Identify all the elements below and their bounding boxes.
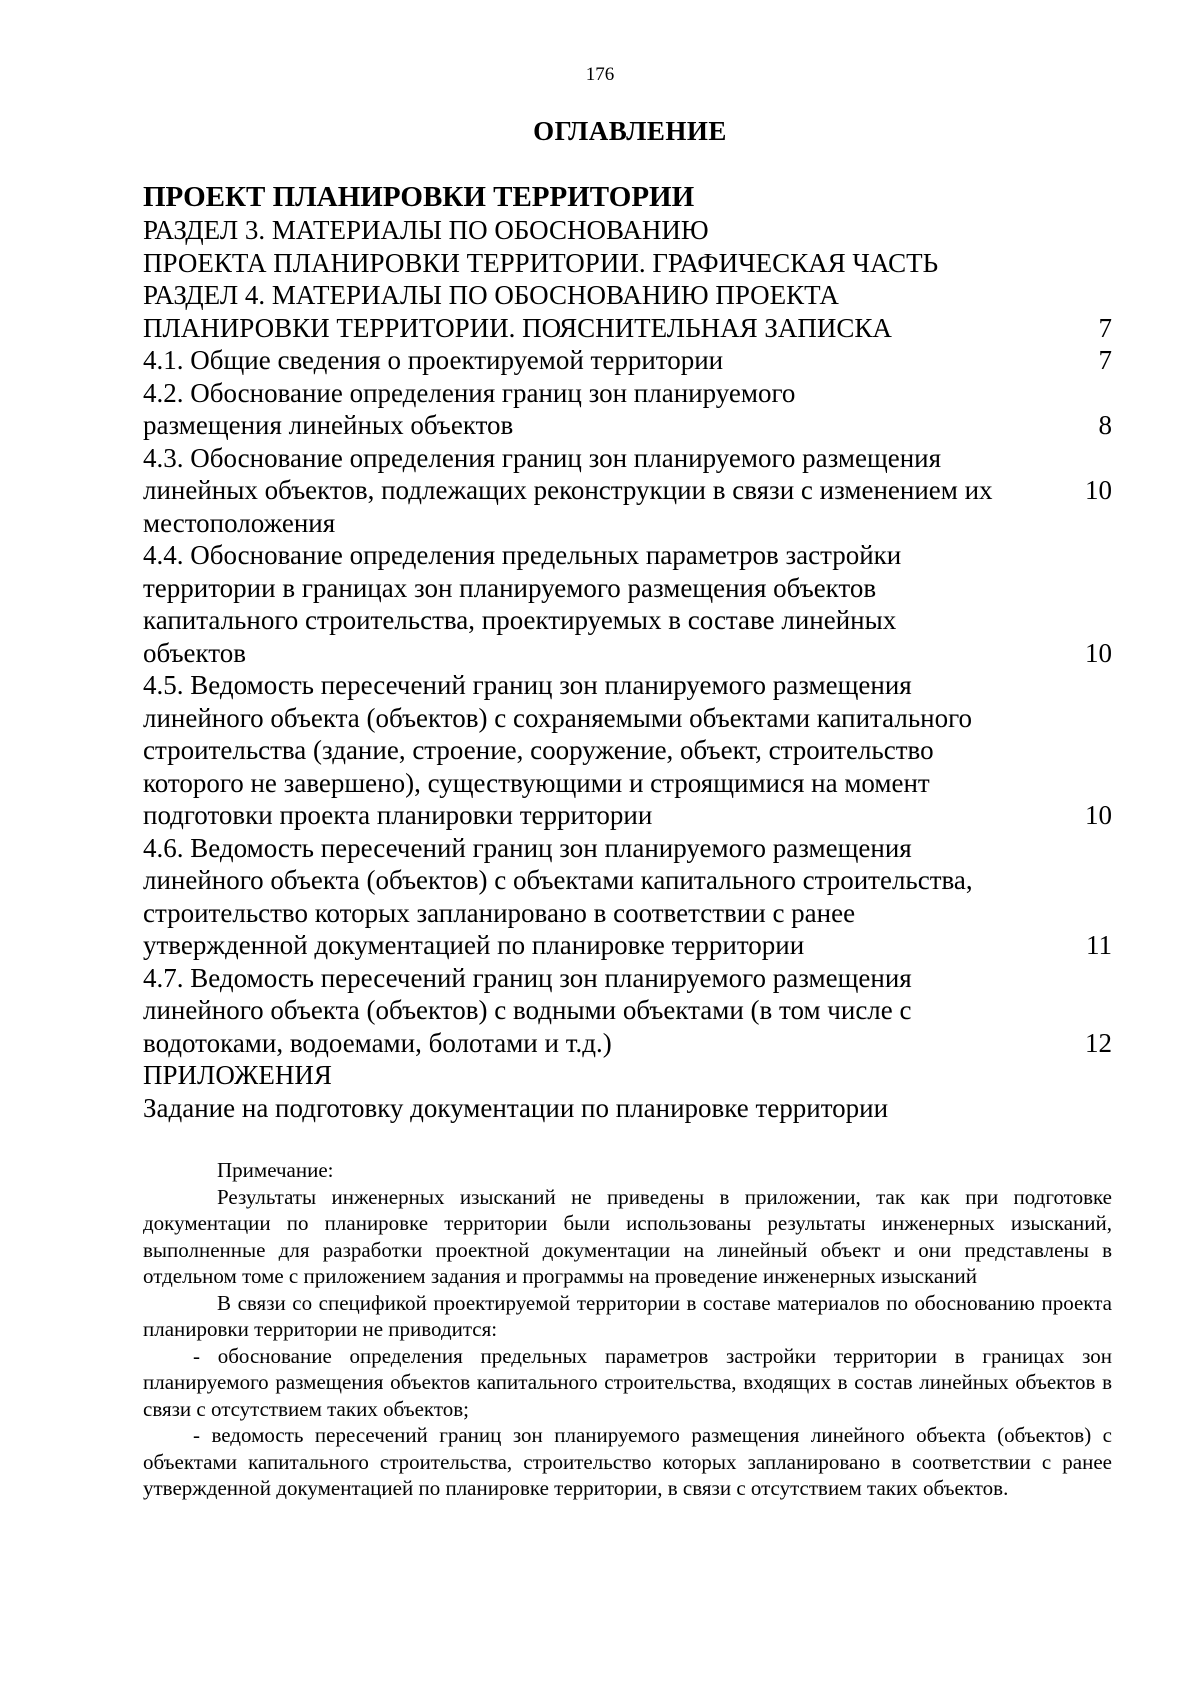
toc-entry [143, 864, 1112, 897]
toc-entry [143, 377, 1112, 410]
toc-entry-text: строительства (здание, строение, сооружение, объект, строительство [143, 735, 934, 765]
toc-entry-text: 4.3. Обоснование определения границ зон планируемого размещения [143, 442, 942, 473]
toc-entry-text: 4.5. Ведомость пересечений границ зон планируемого размещения [143, 670, 912, 700]
toc-entry-page: 10 [1085, 637, 1112, 668]
toc-entry-text: объектов [143, 637, 246, 668]
toc-entry-text: водотоками, водоемами, болотами и т.д.) [143, 1027, 612, 1058]
note-list-item: - обоснование определения предельных параметров застройки территории в границах зон планируемого размещения объектов капитального строительства, входящих в состав линейных объектов в связи с отсутствием таких объектов; [143, 1343, 1112, 1421]
toc-entry [143, 669, 1112, 702]
toc-entry [143, 539, 1112, 572]
toc-entry [143, 637, 1112, 670]
toc-entry [143, 897, 1112, 930]
toc-entry [143, 832, 1112, 865]
note-paragraph: В связи со спецификой проектируемой территории в составе материалов по обоснованию проекта планировки территории не приводится: [143, 1290, 1112, 1341]
toc-entry-text: подготовки проекта планировки территории [143, 800, 653, 830]
toc-entry [143, 702, 1112, 735]
toc-list [143, 214, 1112, 1124]
toc-entry-text: ПЛАНИРОВКИ ТЕРРИТОРИИ. ПОЯСНИТЕЛЬНАЯ ЗАПИСКА [143, 312, 892, 343]
page-title: ОГЛАВЛЕНИЕ [533, 116, 727, 146]
toc-heading: ПРОЕКТ ПЛАНИРОВКИ ТЕРРИТОРИИ [143, 181, 695, 213]
toc-entry [143, 312, 1112, 345]
toc-entry-text: РАЗДЕЛ 3. МАТЕРИАЛЫ ПО ОБОСНОВАНИЮ [143, 215, 709, 245]
toc-entry [143, 1092, 1112, 1125]
toc-entry [143, 214, 1112, 247]
toc-entry [143, 279, 1112, 312]
toc-entry-page: 12 [1085, 1027, 1112, 1058]
toc-entry-text: утвержденной документацией по планировке территории [143, 930, 805, 960]
toc-entry-text: 4.2. Обоснование определения границ зон планируемого [143, 377, 796, 408]
toc-entry-text: линейных объектов, подлежащих реконструкции в связи с изменением их [143, 475, 993, 505]
table-of-contents [143, 180, 1112, 1124]
toc-entry [143, 344, 1112, 377]
toc-entry-text: которого не завершено), существующими и строящимися на момент [143, 767, 930, 798]
toc-entry-text: ПРИЛОЖЕНИЯ [143, 1060, 332, 1090]
toc-entry-text: территории в границах зон планируемого размещения объектов [143, 572, 877, 603]
toc-entry [143, 572, 1112, 605]
toc-entry [143, 442, 1112, 475]
toc-entry [143, 734, 1112, 767]
toc-entry-text: 4.1. Общие сведения о проектируемой территории [143, 345, 724, 375]
toc-entry-text: линейного объекта (объектов) с сохраняемыми объектами капитального [143, 702, 973, 733]
note-paragraph: Результаты инженерных изысканий не приведены в приложении, так как при подготовке документации по планировке территории были использованы результаты инженерных изысканий, выполненные для разработки проектной документации на линейный объект и они представлены в отдельном томе с приложением задания и программы на проведение инженерных изысканий [143, 1184, 1112, 1288]
toc-entry-text: линейного объекта (объектов) с объектами капитального строительства, [143, 865, 973, 895]
toc-entry-text: капитального строительства, проектируемых в составе линейных [143, 605, 897, 635]
toc-entry-text: 4.7. Ведомость пересечений границ зон планируемого размещения [143, 962, 912, 993]
toc-entry-text: 4.6. Ведомость пересечений границ зон планируемого размещения [143, 832, 912, 863]
page-number: 176 [585, 64, 615, 85]
toc-entry [143, 1059, 1112, 1092]
toc-entry [143, 604, 1112, 637]
toc-entry [143, 507, 1112, 540]
toc-entry-text: линейного объекта (объектов) с водными объектами (в том числе с [143, 995, 912, 1025]
toc-entry-page: 8 [1098, 410, 1112, 440]
toc-entry [143, 929, 1112, 962]
toc-entry [143, 247, 1112, 280]
toc-entry [143, 799, 1112, 832]
toc-entry-text: Задание на подготовку документации по планировке территории [143, 1092, 889, 1123]
note-block [143, 1157, 1112, 1502]
toc-entry [143, 1027, 1112, 1060]
toc-entry-text: ПРОЕКТА ПЛАНИРОВКИ ТЕРРИТОРИИ. ГРАФИЧЕСКАЯ ЧАСТЬ [143, 247, 939, 278]
toc-entry-page: 10 [1085, 800, 1112, 830]
toc-entry-page: 7 [1098, 312, 1112, 343]
toc-entry [143, 474, 1112, 507]
toc-entry [143, 994, 1112, 1027]
toc-entry-page: 11 [1086, 930, 1112, 960]
toc-entry-text: местоположения [143, 507, 336, 538]
toc-entry [143, 962, 1112, 995]
toc-entry-text: РАЗДЕЛ 4. МАТЕРИАЛЫ ПО ОБОСНОВАНИЮ ПРОЕКТА [143, 280, 839, 310]
toc-entry-page: 10 [1085, 475, 1112, 505]
toc-entry [143, 767, 1112, 800]
toc-entry-text: 4.4. Обоснование определения предельных параметров застройки [143, 540, 902, 570]
toc-entry-text: размещения линейных объектов [143, 410, 514, 440]
note-list-item: - ведомость пересечений границ зон планируемого размещения линейного объекта (объектов) с объектами капитального строительства, строительство которых запланировано в соответствии с ранее утвержденной документацией по планировке территории, в связи с отсутствием таких объектов. [143, 1423, 1112, 1500]
toc-entry-page: 7 [1098, 345, 1112, 375]
toc-entry-text: строительство которых запланировано в соответствии с ранее [143, 897, 856, 928]
note-label: Примечание: [217, 1158, 334, 1182]
toc-entry [143, 409, 1112, 442]
